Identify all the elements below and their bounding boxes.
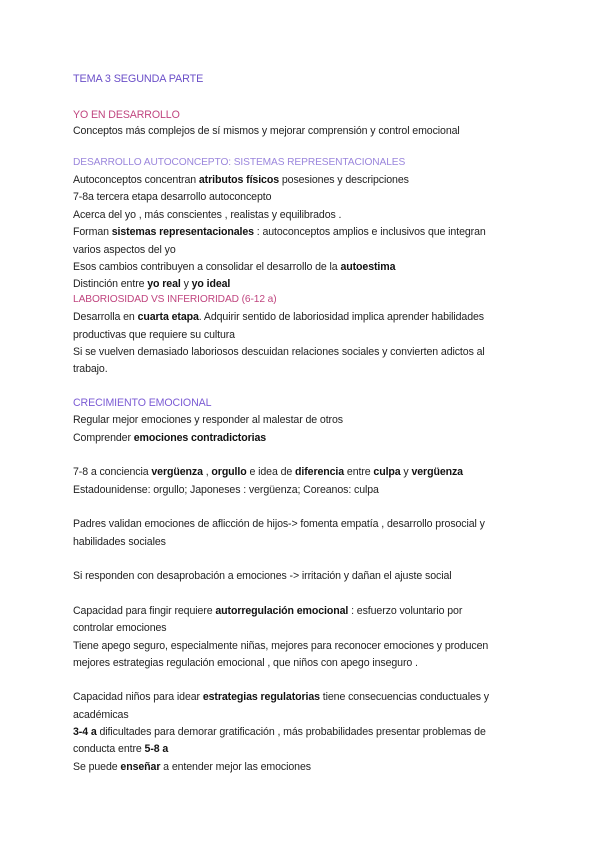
section-heading-crecimiento-emocional: CRECIMIENTO EMOCIONAL — [73, 397, 212, 409]
paragraph-line: conducta entre 5-8 a — [73, 743, 169, 755]
paragraph-line: Acerca del yo , más conscientes , realistas y equilibrados . — [73, 209, 342, 221]
paragraph-line: Padres validan emociones de aflicción de hijos-> fomenta empatía , desarrollo prosocial y — [73, 518, 485, 530]
section-heading-yo-en-desarrollo: YO EN DESARROLLO — [73, 109, 180, 121]
paragraph-line: varios aspectos del yo — [73, 244, 176, 256]
paragraph-line: Estadounidense: orgullo; Japoneses : vergüenza; Coreanos: culpa — [73, 484, 379, 496]
paragraph-line: Comprender emociones contradictorias — [73, 432, 267, 444]
page-title: TEMA 3 SEGUNDA PARTE — [73, 73, 204, 85]
paragraph-line: Si responden con desaprobación a emociones -> irritación y dañan el ajuste social — [73, 570, 452, 582]
paragraph-line: Capacidad niños para idear estrategias regulatorias tiene consecuencias conductuales y — [73, 691, 490, 703]
paragraph-line: académicas — [73, 709, 129, 721]
section-heading-laboriosidad: LABORIOSIDAD VS INFERIORIDAD (6-12 a) — [73, 294, 277, 305]
paragraph-line: 3-4 a dificultades para demorar gratificación , más probabilidades presentar problemas de — [73, 726, 486, 738]
paragraph-line: Desarrolla en cuarta etapa. Adquirir sentido de laboriosidad implica aprender habilidades — [73, 311, 484, 323]
paragraph-line: Si se vuelven demasiado laboriosos descuidan relaciones sociales y convierten adictos al — [73, 346, 485, 358]
paragraph-line: Forman sistemas representacionales : autoconceptos amplios e inclusivos que integran — [73, 226, 486, 238]
paragraph-line: 7-8 a conciencia vergüenza , orgullo e idea de diferencia entre culpa y vergüenza — [73, 466, 463, 478]
paragraph-line: productivas que requiere su cultura — [73, 329, 235, 341]
section-heading-autoconcepto: DESARROLLO AUTOCONCEPTO: SISTEMAS REPRESENTACIONALES — [73, 157, 406, 168]
paragraph-line: Tiene apego seguro, especialmente niñas, mejores para reconocer emociones y producen — [73, 640, 489, 652]
paragraph-line: trabajo. — [73, 363, 108, 375]
paragraph-line: Se puede enseñar a entender mejor las emociones — [73, 761, 311, 773]
paragraph-line: 7-8a tercera etapa desarrollo autoconcepto — [73, 191, 272, 203]
paragraph-line: Conceptos más complejos de sí mismos y mejorar comprensión y control emocional — [73, 125, 460, 137]
paragraph-line: Esos cambios contribuyen a consolidar el desarrollo de la autoestima — [73, 261, 396, 273]
paragraph-line: Capacidad para fingir requiere autorregulación emocional : esfuerzo voluntario por — [73, 605, 463, 617]
paragraph-line: habilidades sociales — [73, 536, 166, 548]
paragraph-line: Regular mejor emociones y responder al malestar de otros — [73, 414, 343, 426]
paragraph-line: Autoconceptos concentran atributos físicos posesiones y descripciones — [73, 174, 409, 186]
paragraph-line: Distinción entre yo real y yo ideal — [73, 278, 231, 290]
paragraph-line: controlar emociones — [73, 622, 167, 634]
paragraph-line: mejores estrategias regulación emocional , que niños con apego inseguro . — [73, 657, 418, 669]
